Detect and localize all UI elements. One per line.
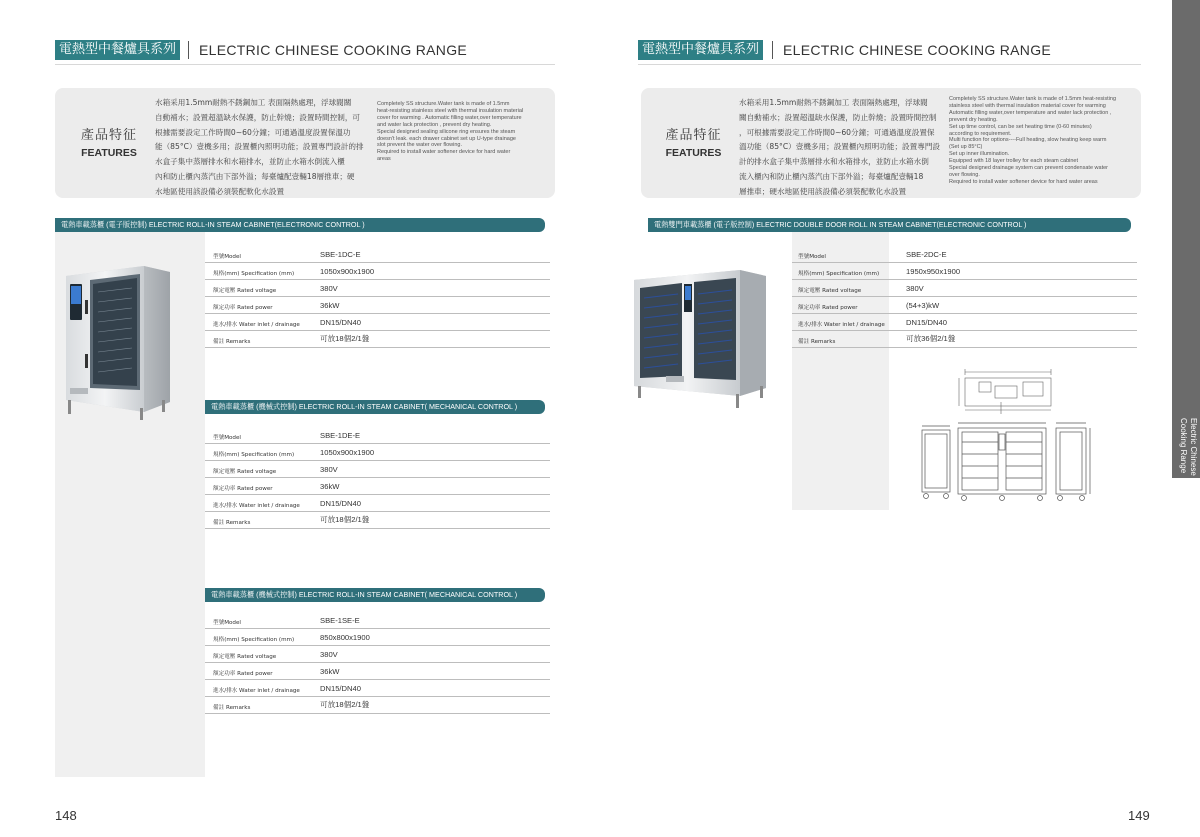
spec-value: 可放18個2/1盤 <box>320 515 370 524</box>
features-heading <box>651 124 736 159</box>
features-text-zh <box>155 96 365 200</box>
spec-value: 36kW <box>320 667 340 676</box>
spec-value: SBE-1DC-E <box>320 250 361 259</box>
features-en-line: Automatic filling water,over temperature and water lack protection , <box>949 109 1112 116</box>
section-bar-electronic: 電熱車載蒸櫃 (電子版控制) ELECTRIC ROLL-IN STEAM CABINET(ELECTRONIC CONTROL ) <box>55 218 545 232</box>
section-bar-mechanical-2: 電熱車載蒸櫃 (機械式控制) ELECTRIC ROLL-IN STEAM CABINET( MECHANICAL CONTROL ) <box>205 588 545 602</box>
spec-value: 36kW <box>320 482 340 491</box>
spec-value: DN15/DN40 <box>320 499 361 508</box>
spec-label: 備註 Remarks <box>798 339 836 345</box>
features-en-line: slot prevent the water over flowing. <box>377 142 462 149</box>
features-en-line: cover for warming . Automatic filling water,over temperature <box>377 114 522 121</box>
table-row <box>792 263 1137 280</box>
spec-value: DN15/DN40 <box>906 318 947 327</box>
header-rule <box>55 64 555 65</box>
section-bar-double-door: 電熱雙門車載蒸櫃 (電子版控制) ELECTRIC DOUBLE DOOR ROLL IN STEAM CABINET(ELECTRONIC CONTROL ) <box>648 218 1131 232</box>
features-en-line: Special designed sealing silicone ring ensures the steam <box>377 128 516 135</box>
features-zh-line: 流入櫃內和防止櫃內蒸汽由下部外溢；每臺爐配壹輛18 <box>739 171 924 181</box>
spec-table-sbe-1se <box>205 612 550 714</box>
features-en-line: stainless steel with thermal insulation material cover for warming <box>949 102 1106 109</box>
features-zh-line: 關自動補水；設置超溫缺水保護，防止幹燒；設置時間控制 <box>739 112 937 122</box>
series-badge: 電熱型中餐爐具系列 <box>55 40 180 60</box>
spec-label: 額定功率 Rated power <box>213 671 273 677</box>
spec-value: 可放36個2/1盤 <box>906 334 956 343</box>
features-zh-line: 計的排水盒子集中蒸層排水和水箱排水，並防止水箱水倒 <box>739 157 929 167</box>
table-row <box>205 331 550 348</box>
spec-label: 進水/排水 Water inlet / drainage <box>798 322 885 328</box>
spec-value: SBE-1DE-E <box>320 431 361 440</box>
header-divider <box>772 41 773 59</box>
features-text-en <box>949 96 1139 186</box>
spec-label: 型號Model <box>213 254 241 260</box>
features-title-zh: 產品特征 <box>80 128 137 143</box>
series-title: ELECTRIC CHINESE COOKING RANGE <box>783 42 1052 58</box>
table-row <box>205 495 550 512</box>
features-en-line: doesn't leak. each drawer cabinet set up U-type drainage <box>377 135 516 142</box>
features-text-en <box>377 101 547 163</box>
spec-value: 380V <box>320 650 338 659</box>
features-en-line: areas <box>377 156 391 163</box>
spec-label: 額定電壓 Rated voltage <box>213 469 277 475</box>
spec-label: 備註 Remarks <box>213 339 251 345</box>
features-zh-line: 水箱采用1.5mm耐熱不銹鋼加工 表面隔熱處理，浮球閥 <box>739 98 928 107</box>
chapter-side-tab <box>1172 0 1200 478</box>
spec-table-sbe-1de <box>205 427 550 529</box>
table-row <box>205 612 550 629</box>
header-divider <box>188 41 189 59</box>
side-tab-label <box>1178 418 1198 476</box>
features-en-line: over flowing. <box>949 171 980 178</box>
table-row <box>205 512 550 529</box>
features-en-line: and water lack protection , prevent dry heating. <box>377 121 492 128</box>
table-row <box>205 646 550 663</box>
spec-value: (54+3)kW <box>906 301 940 310</box>
spec-value: DN15/DN40 <box>320 684 361 693</box>
spec-value: 380V <box>320 465 338 474</box>
technical-drawing-front-view <box>956 420 1048 506</box>
table-row <box>205 663 550 680</box>
features-zh-line: 水地區使用該設備必須裝配軟化水設置 <box>155 186 285 196</box>
spec-value: 380V <box>906 284 924 293</box>
section-bar-mechanical: 電熱車載蒸櫃 (機械式控制) ELECTRIC ROLL-IN STEAM CABINET( MECHANICAL CONTROL ) <box>205 400 545 414</box>
table-row <box>792 280 1137 297</box>
spec-table-sbe-1dc <box>205 246 550 348</box>
spec-label: 型號Model <box>213 620 241 626</box>
spec-label: 規格(mm) Specification (mm) <box>213 452 295 458</box>
features-en-line: according to requirement. <box>949 130 1012 137</box>
features-en-line: (Set up 85°C) <box>949 144 983 151</box>
spec-value: SBE-2DC-E <box>906 250 947 259</box>
table-row <box>205 461 550 478</box>
table-row <box>205 314 550 331</box>
spec-value: 36kW <box>320 301 340 310</box>
spec-value: 380V <box>320 284 338 293</box>
series-title: ELECTRIC CHINESE COOKING RANGE <box>199 42 468 58</box>
table-row <box>205 680 550 697</box>
spec-value: DN15/DN40 <box>320 318 361 327</box>
spec-value: 850x800x1900 <box>320 633 370 642</box>
table-row <box>205 297 550 314</box>
spec-label: 額定電壓 Rated voltage <box>213 288 277 294</box>
technical-drawing-side-view <box>918 424 954 504</box>
header-rule <box>638 64 1141 65</box>
spec-label: 額定功率 Rated power <box>213 305 273 311</box>
features-text-zh <box>739 96 944 200</box>
features-zh-line: 溫功能（85°C）壹機多用；設置櫃內照明功能；設置專門設 <box>739 142 941 152</box>
series-badge: 電熱型中餐爐具系列 <box>638 40 763 60</box>
features-en-line: Set up time control, can be set heating time (0-60 minutes) <box>949 123 1092 130</box>
spec-label: 型號Model <box>798 254 826 260</box>
features-title-en: FEATURES <box>81 147 137 159</box>
spec-label: 規格(mm) Specification (mm) <box>213 637 295 643</box>
table-row <box>205 427 550 444</box>
table-row <box>205 629 550 646</box>
features-en-line: Equipped with 18 layer trolley for each steam cabinet <box>949 158 1079 165</box>
spec-label: 型號Model <box>213 435 241 441</box>
table-row <box>792 246 1137 263</box>
features-en-line: prevent dry heating. <box>949 116 998 123</box>
spec-label: 額定功率 Rated power <box>213 486 273 492</box>
spec-value: 可放18個2/1盤 <box>320 700 370 709</box>
features-en-line: Set up inner illumination. <box>949 151 1010 158</box>
features-en-line: Special designed drainage system can prevent condensate water <box>949 165 1108 172</box>
features-en-line: heat-resisting stainless steel with thermal insulation material <box>377 107 524 114</box>
features-en-line: Required to install water softener device for hard water <box>377 149 511 156</box>
features-panel <box>641 88 1141 198</box>
page-number-left: 148 <box>55 808 77 823</box>
table-row <box>205 263 550 280</box>
product-image-sbe-2dc <box>630 268 770 416</box>
side-tab-line1: Electric Chinese <box>1189 418 1198 476</box>
features-zh-line: 水盒子集中蒸層排水和水箱排水，並防止水箱水倒流入櫃 <box>155 157 345 167</box>
features-panel <box>55 88 555 198</box>
technical-drawing-end-view <box>1050 420 1092 508</box>
table-row <box>205 246 550 263</box>
spec-label: 進水/排水 Water inlet / drainage <box>213 503 300 509</box>
spec-value: 1050x900x1900 <box>320 267 375 276</box>
spec-label: 進水/排水 Water inlet / drainage <box>213 322 300 328</box>
table-row <box>205 444 550 461</box>
features-title-en: FEATURES <box>665 147 722 159</box>
spec-label: 備註 Remarks <box>213 520 251 526</box>
spec-label: 額定電壓 Rated voltage <box>213 654 277 660</box>
features-en-line: Completely SS structure.Water tank is made of 1.5mm heat-resisting <box>949 96 1116 102</box>
spec-label: 規格(mm) Specification (mm) <box>798 271 880 277</box>
features-heading <box>69 124 149 159</box>
table-row <box>205 280 550 297</box>
product-image-sbe-1dc <box>58 262 178 422</box>
table-row <box>792 297 1137 314</box>
spec-label: 規格(mm) Specification (mm) <box>213 271 295 277</box>
features-en-line: Required to install water softener device for hard water areas <box>949 178 1098 185</box>
spec-label: 備註 Remarks <box>213 705 251 711</box>
features-zh-line: 自動補水；設置超溫缺水保護，防止幹燒；設置時間控制，可 <box>155 112 361 122</box>
spec-label: 進水/排水 Water inlet / drainage <box>213 688 300 694</box>
table-row <box>792 331 1137 348</box>
features-zh-line: ，可根據需要設定工作時間0~60分鐘；可通過溫度設置保 <box>739 127 935 137</box>
features-en-line: Completely SS structure.Water tank is made of 1.5mm <box>377 101 510 107</box>
table-row <box>205 478 550 495</box>
features-zh-line: 內和防止櫃內蒸汽由下部外溢；每臺爐配壹輛18層推車；硬 <box>155 171 355 181</box>
spec-label: 額定功率 Rated power <box>798 305 858 311</box>
technical-drawing-top-view <box>955 364 1055 416</box>
page-number-right: 149 <box>1128 808 1150 823</box>
spec-value: 1950x950x1900 <box>906 267 961 276</box>
spec-value: SBE-1SE-E <box>320 616 360 625</box>
features-zh-line: 層推車；硬水地區使用該設備必須裝配軟化水設置 <box>739 186 907 196</box>
spec-label: 額定電壓 Rated voltage <box>798 288 862 294</box>
spec-value: 可放18個2/1盤 <box>320 334 370 343</box>
features-zh-line: 根據需要設定工作時間0~60分鐘；可通過溫度設置保溫功 <box>155 127 351 137</box>
features-zh-line: 能（85°C）壹機多用；設置櫃內照明功能；設置專門設計的排 <box>155 142 364 152</box>
spec-value: 1050x900x1900 <box>320 448 375 457</box>
table-row <box>792 314 1137 331</box>
spec-table-sbe-2dc <box>792 246 1137 348</box>
table-row <box>205 697 550 714</box>
side-tab-line2: Cooking Range <box>1179 418 1188 474</box>
features-title-zh: 產品特征 <box>665 128 722 143</box>
features-en-line: Multi function for options----Full heating, slow heating keep warm <box>949 137 1107 144</box>
features-zh-line: 水箱采用1.5mm耐熱不銹鋼加工 表面隔熱處理，浮球閥關 <box>155 98 352 107</box>
